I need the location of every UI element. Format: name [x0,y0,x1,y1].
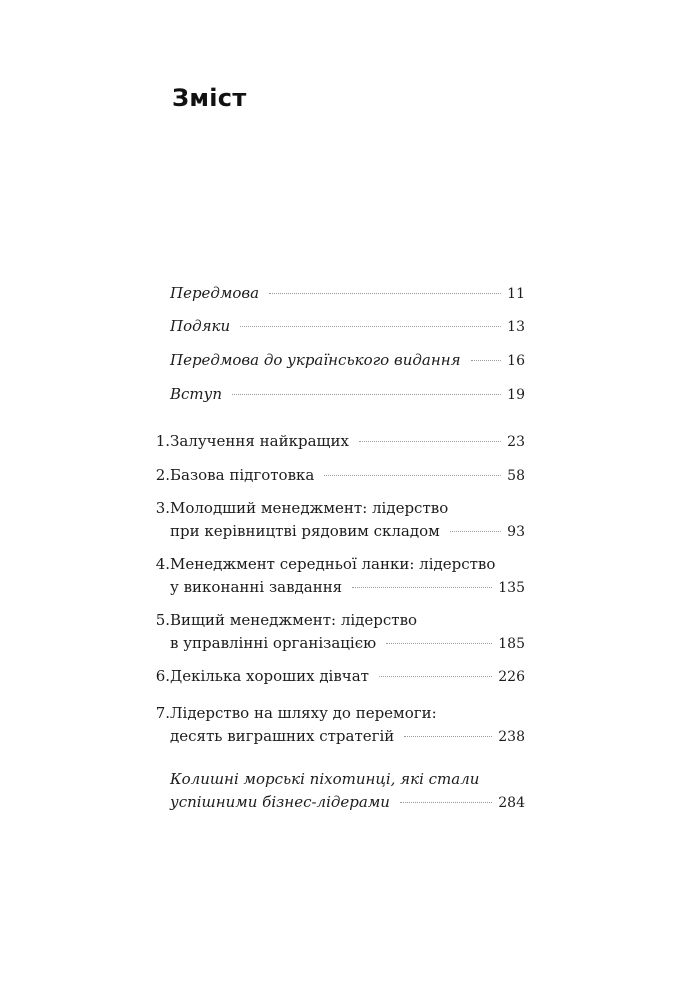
toc-entry-title: у виконанні завдання [170,578,343,596]
toc-page-number: 13 [507,319,525,335]
toc-entry-number: 7. [155,704,170,722]
toc-page-number: 284 [498,795,525,811]
toc-entry-title: Менеджмент середньої ланки: лідерство [170,555,496,573]
toc-entry-title: десять виграшних стратегій [170,727,395,745]
toc-page-number: 23 [507,434,525,450]
toc-entry-title: при керівництві рядовим складом [170,522,440,540]
toc-entry-title: Лідерство на шляху до перемоги: [170,704,437,722]
toc-entry[interactable] [140,468,525,491]
toc-entry-title: Подяки [170,317,231,335]
dot-leader [400,802,492,803]
toc-entry-number: 4. [155,555,170,573]
dot-leader [232,394,501,395]
dot-leader [450,531,501,532]
toc-entry-title: в управлінні організацією [170,634,377,652]
toc-entry-title: успішними бізнес-лідерами [170,793,390,811]
toc-page-number: 135 [498,580,525,596]
dot-leader [404,736,492,737]
dot-leader [269,293,501,294]
toc-entry-title: Залучення найкращих [170,432,349,450]
toc-entry[interactable] [140,669,525,692]
toc-entry[interactable] [140,613,525,659]
toc-entry[interactable] [140,353,525,376]
toc-entry[interactable] [140,772,525,818]
toc-page-number: 16 [507,353,525,369]
page-title: Зміст [172,84,247,112]
toc-page-number: 93 [507,524,525,540]
toc-entry-title: Вступ [170,385,223,403]
dot-leader [359,441,501,442]
toc-entry[interactable] [140,501,525,547]
dot-leader [240,326,501,327]
dot-leader [352,587,492,588]
toc-entry[interactable] [140,434,525,457]
toc-page-number: 238 [498,729,525,745]
toc-entry[interactable] [140,557,525,603]
toc-page-number: 185 [498,636,525,652]
toc-entry[interactable] [140,706,525,752]
toc-entry-number: 5. [155,611,170,629]
toc-page-number: 58 [507,468,525,484]
toc-entry-title: Колишні морські піхотинці, які стали [170,770,480,788]
toc-entry-number: 1. [155,432,170,450]
toc-entry-title: Базова підготовка [170,466,315,484]
toc-entry-title: Передмова [170,284,260,302]
toc-entry-number: 2. [155,466,170,484]
toc-page-number: 11 [507,286,525,302]
toc-entry-number: 6. [155,667,170,685]
dot-leader [379,676,492,677]
toc-entry-title: Декілька хороших дівчат [170,667,369,685]
toc-page-number: 226 [498,669,525,685]
toc-entry-number: 3. [155,499,170,517]
dot-leader [324,475,501,476]
dot-leader [471,360,502,361]
toc-entry[interactable] [140,286,525,309]
toc-entry-title: Вищий менеджмент: лідерство [170,611,418,629]
toc-entry[interactable] [140,387,525,410]
toc-entry-title: Молодший менеджмент: лідерство [170,499,449,517]
dot-leader [386,643,492,644]
toc-page-number: 19 [507,387,525,403]
toc-entry-title: Передмова до українського видання [170,351,461,369]
toc-entry[interactable] [140,319,525,342]
